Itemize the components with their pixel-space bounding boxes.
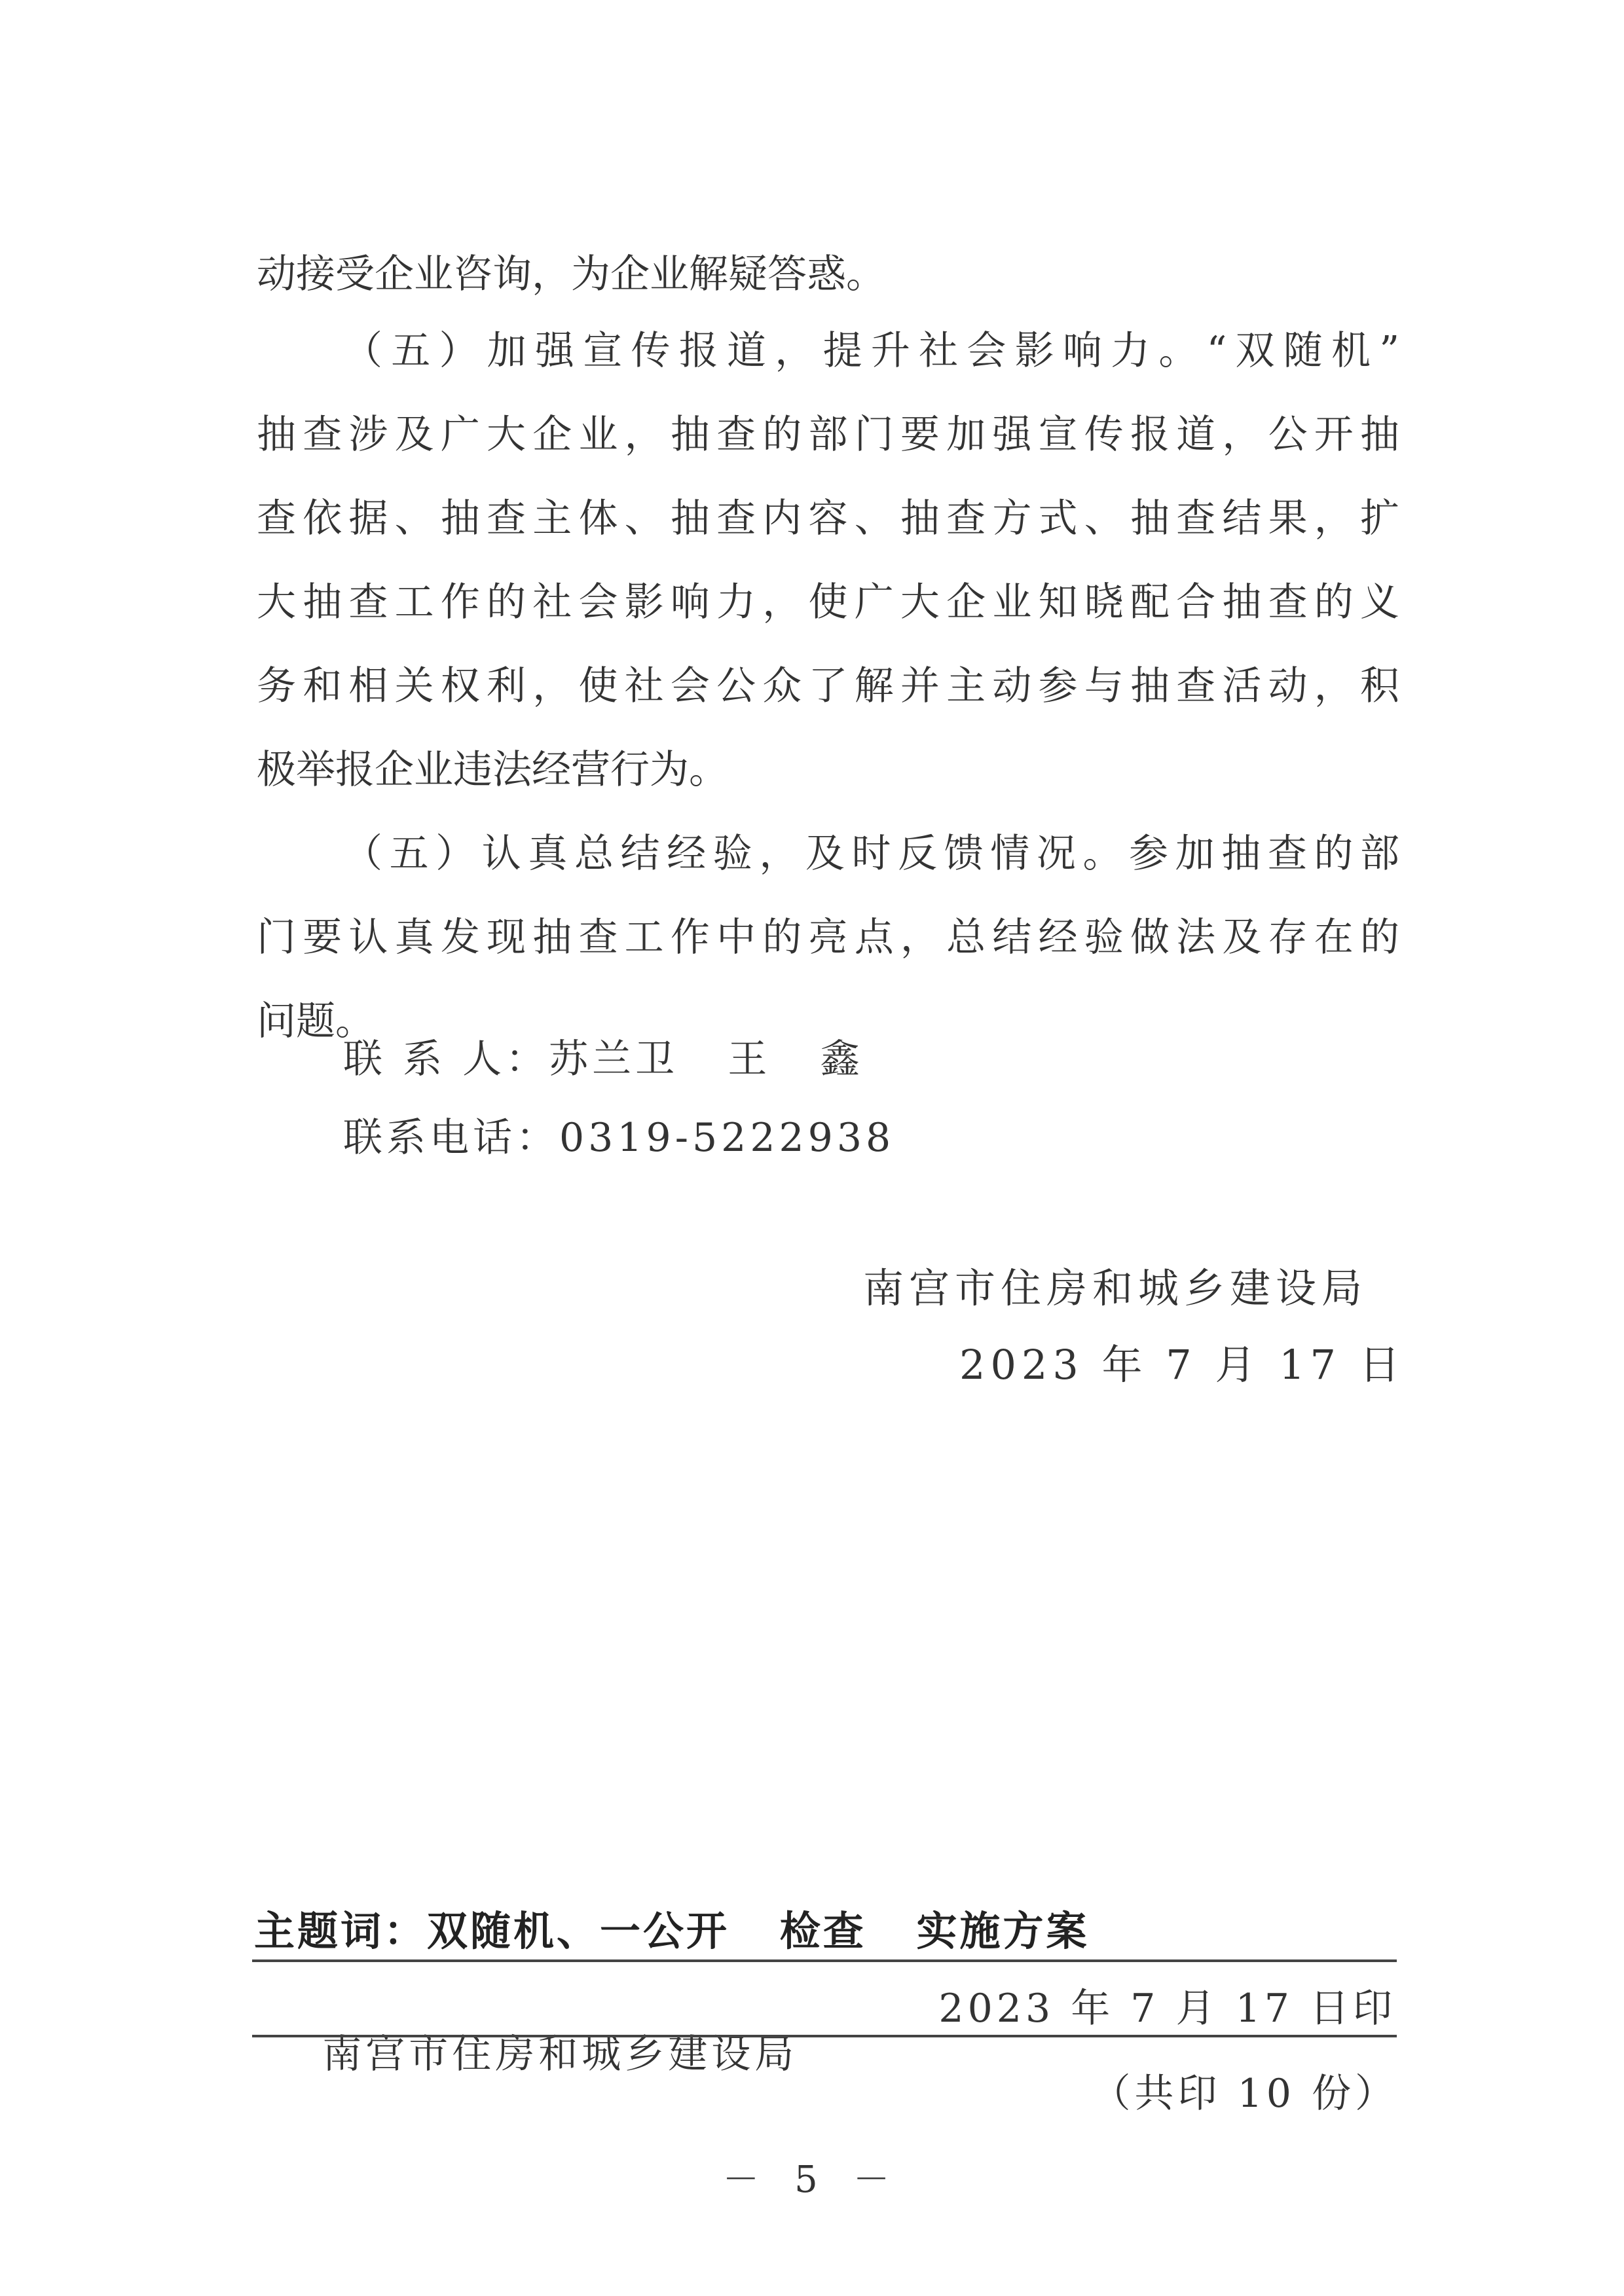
- footer-print-date: 2023 年 7 月 17 日印: [938, 1986, 1396, 2032]
- subject-label: 主题词：: [254, 1907, 428, 1955]
- contact-person: [343, 1028, 864, 1084]
- text-line: 务和相关权利，使社会公众了解并主动参与抽查活动，积: [257, 663, 1399, 709]
- contact-phone-value: 0319-5222938: [559, 1115, 895, 1161]
- footer-issuer: 南宫市住房和城乡建设局: [322, 2032, 798, 2077]
- subject-value: 双随机、一公开 检查 实施方案: [427, 1907, 1090, 1955]
- text-line: 动接受企业咨询，为企业解疑答惑。: [257, 251, 885, 297]
- text-line: 问题。: [257, 998, 375, 1044]
- contact-phone: [343, 1106, 895, 1163]
- paragraph-continuation: [257, 232, 1399, 316]
- text-line: 极举报企业违法经营行为。: [257, 747, 728, 793]
- paragraph-summary: [257, 812, 1399, 1063]
- signature-org: 南宫市住房和城乡建设局: [863, 1264, 1368, 1312]
- subject-words: [254, 1899, 1090, 1957]
- text-line: 门要认真发现抽查工作中的亮点，总结经验做法及存在的: [257, 915, 1399, 960]
- text-line: 查依据、抽查主体、抽查内容、抽查方式、抽查结果，扩: [257, 496, 1399, 541]
- contact-person-label: 联 系 人：: [343, 1036, 549, 1082]
- contact-person-value: 苏兰卫 王 鑫: [549, 1036, 864, 1082]
- contact-phone-label: 联系电话：: [343, 1115, 559, 1161]
- paragraph-publicity: [257, 309, 1399, 812]
- text-line: （五）认真总结经验，及时反馈情况。参加抽查的部: [343, 831, 1399, 877]
- signature-date: 2023 年 7 月 17 日: [959, 1341, 1405, 1389]
- text-line: （五）加强宣传报道，提升社会影响力。“双随机”: [343, 328, 1399, 374]
- footer-copies: （共印 10 份）: [1091, 2071, 1398, 2117]
- text-line: 大抽查工作的社会影响力，使广大企业知晓配合抽查的义: [257, 579, 1399, 625]
- text-line: 抽查涉及广大企业，抽查的部门要加强宣传报道，公开抽: [257, 412, 1399, 458]
- page-number: － 5 －: [722, 2159, 902, 2201]
- footer-top-rule: [252, 1959, 1397, 1962]
- footer-bottom-rule: [252, 2035, 1397, 2037]
